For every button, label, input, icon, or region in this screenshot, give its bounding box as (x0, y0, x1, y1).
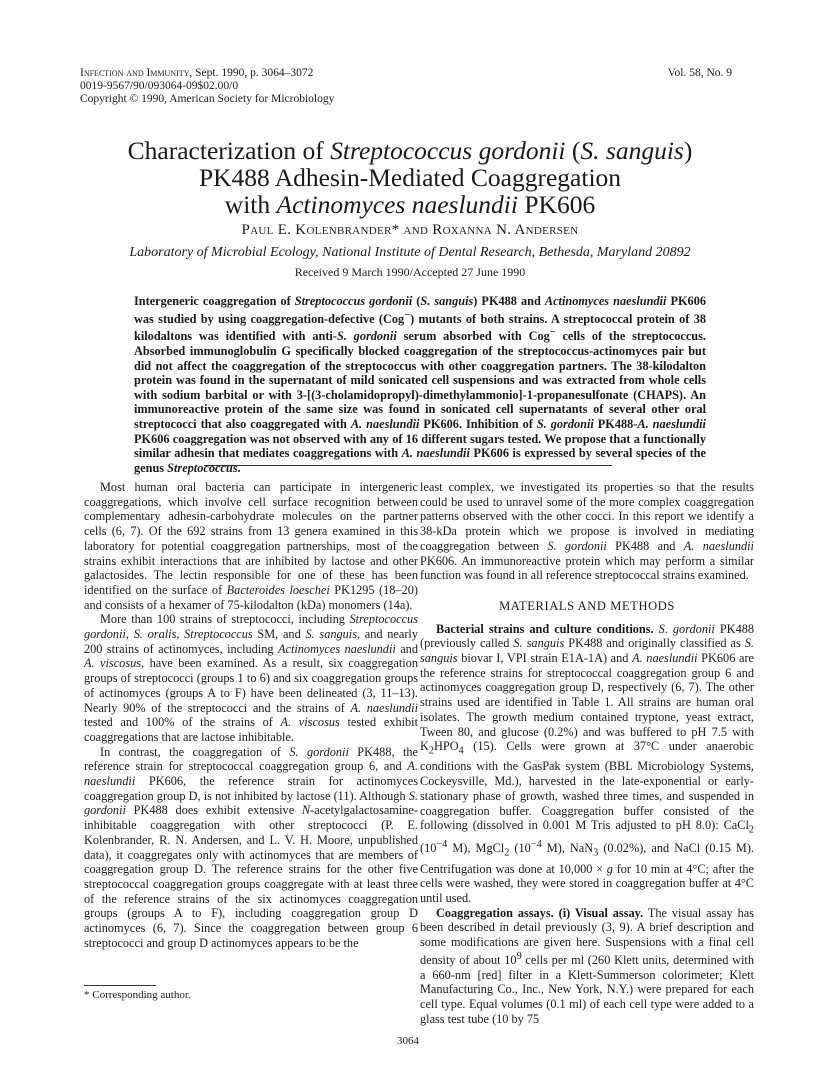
species-name: A. viscosus (84, 656, 142, 671)
species-name: A. naeslundii (84, 759, 418, 789)
title-text: PK488 Adhesin-Mediated Coaggregation (198, 163, 622, 192)
species-name: Streptococcus gordonii (84, 612, 418, 642)
species-name: A. naeslundii (632, 651, 698, 666)
abstract-species: Streptococcus gordonii (294, 294, 413, 308)
paragraph (84, 745, 418, 951)
text-run: PK488 (previously called (420, 621, 755, 651)
text-run: In contrast, the coaggregation of (100, 744, 290, 759)
abstract-species: S. sanguis (420, 294, 474, 308)
running-header (80, 67, 500, 106)
species-name: Actinomyces naeslundii (277, 641, 396, 656)
title-species: Streptococcus gordonii (330, 136, 566, 165)
species-name: S. gordonii (289, 744, 349, 759)
text-run: (0.02%), and NaCl (0.15 M). Centrifugation was done at 10,000 × (420, 841, 755, 876)
corresponding-author-footnote: * Corresponding author. (84, 989, 191, 1001)
abstract-text: . (237, 460, 241, 475)
text-run: biovar I, VPI strain E1A-1A) and (457, 651, 633, 666)
journal-citation (80, 67, 500, 80)
text-run: HPO (434, 739, 459, 754)
text-run: PK606 are the reference strains for streptococcal coaggregation group 6 and actinomyces coaggregation group D, respectively (6, 7). The other strains used are identified in Table 1. All strains are human oral isolates. The growth medium contained tryptone, yeast extract, Tween 80, and glucose (0.2%) and was buffered to pH 7.5 with K (420, 651, 754, 754)
run-in-heading: Coaggregation assays. (i) Visual assay. (436, 905, 644, 920)
text-run: , have been examined. As a result, six coaggregation groups of streptococci (groups 1 to 6) and six coaggregation groups of actinomyces (groups A to F) have been delineated (3, 11–13). Nearly 90% of the streptococci and the strains of (84, 656, 418, 715)
abstract-species: Streptococcus (167, 460, 238, 475)
footnote-divider (84, 985, 156, 986)
species-name: Streptococcus (184, 627, 253, 642)
abstract-text: PK606. Inhibition of (419, 416, 537, 431)
text-run: , and nearly 200 strains of actinomyces, including (84, 627, 418, 656)
text-run: PK488 and originally classified as (564, 636, 745, 651)
species-name: S. sanguis (420, 636, 754, 666)
text-run: PK606. An immunoreactive protein which may perform a similar function was found in all reference streptococcal strains examined. (420, 553, 754, 583)
text-run: (10 (509, 841, 531, 856)
paragraph (420, 622, 754, 906)
species-name: S. oralis (133, 627, 177, 642)
abstract-species: S. gordonii (536, 416, 594, 431)
abstract-species: A. naeslundii (350, 416, 420, 431)
abstract-text: ) mutants of both strains. A streptococcal protein of 38 kilodaltons was identified with anti- (134, 311, 706, 344)
species-name: S. gordonii (658, 621, 715, 636)
text-run: cells per ml (260 Klett units, determined with a 660-nm [red] filter in a Klett-Summerson colorimeter; Klett Manufacturing Co., Inc., New York, N.Y.) were prepared for each cell type. Equal volumes (0.1 ml) of each cell type were added to a glass test tube (10 by 75 (420, 952, 754, 1026)
page-number: 3064 (397, 1035, 419, 1047)
superscript: − (549, 327, 556, 339)
subscript: 4 (458, 745, 464, 757)
species-name: S. gordonii (547, 538, 607, 553)
subscript: 2 (428, 745, 435, 757)
title-text: ( (565, 136, 581, 165)
text-run: PK488 does exhibit extensive (125, 803, 302, 818)
text-run: -acetylgalactosamine-inhibitable coaggregation with other streptococci (P. E. Kolenbrander, R. N. Andersen, and L. V. H. Moore, unpublished data), it coaggregates only with actinomyces that are members of coaggregation group D. The reference strains for the other five streptococcal coaggregation groups coaggregate with at least three of the reference strains of the six actinomyces coaggregation groups (groups A to F), including coaggregation group D actinomyces (6, 7). Since the coaggregation between group 6 streptococci and group D actinomyces appears to be the (84, 803, 418, 950)
text-run: (15). Cells were grown at 37°C under anaerobic conditions with the GasPak system (BBL Microbiology Systems, Cockeysville, Md.), harvested in the late-exponential or early-stationary phase of growth, washed three times, and suspended in coaggregation buffer. Coaggregation buffer consisted of the following (dissolved in 0.001 M Tris adjusted to pH 8.0): CaCl (420, 739, 754, 833)
paragraph (420, 480, 754, 583)
title-text: Characterization of (127, 136, 331, 165)
text-run: PK1295 (18–20) and consists of a hexamer of 75-kilodalton (kDa) monomers (14a). (84, 582, 418, 612)
journal-name: Infection and Immunity (80, 67, 190, 79)
abstract-species: A. naeslundii (401, 446, 470, 461)
italic-unit: g (606, 861, 613, 876)
abstract-text: serum absorbed with Cog (396, 329, 550, 344)
text-run: SM, and (252, 627, 306, 642)
abstract-text: Intergeneric coaggregation of (134, 294, 295, 308)
text-run: for 10 min at 4°C; after the cells were washed, they were stored in coaggregation buffer at 4°C until used. (420, 861, 754, 906)
abstract-text: ) PK488 and (473, 294, 545, 308)
abstract-text: PK606 is expressed by several species of the genus (134, 446, 706, 475)
subscript: 2 (748, 824, 754, 836)
doi-line: 0019-9567/90/093064-09$02.00/0 (80, 80, 239, 92)
text-run: and (395, 641, 418, 656)
text-run: PK488, the reference strain for streptococcal coaggregation group 6, and (84, 744, 418, 774)
affiliation: Laboratory of Microbial Ecology, National Institute of Dental Research, Bethesda, Maryland 20892 (129, 245, 691, 260)
abstract-divider (204, 465, 612, 466)
text-run: Most human oral bacteria can participate in intergeneric coaggregations, which involve cell surface recognition between complementary adhesin-carbohydrate molecules on the partner cells (6, 7). Of the 692 strains from 13 genera examined in this laboratory for potential coaggregation partnerships, most of the strains exhibit interactions that are inhibited by lactose and other galactosides. The lectin responsible for one of these has been identified on the surface of (84, 480, 418, 597)
left-column (84, 480, 418, 951)
text-run: The visual assay has been described in detail previously (3, 9). A brief description and some modifications are given here. Suspensions with a final cell density of about 10 (420, 905, 754, 967)
run-in-heading: Bacterial strains and culture conditions. (436, 621, 654, 636)
text-run: , (125, 627, 134, 642)
issue-pages: , Sept. 1990, p. 3064–3072 (189, 67, 314, 79)
italic-prefix: N (301, 803, 311, 818)
paragraph (420, 906, 754, 1027)
text-run: tested exhibit coaggregations that are lactose inhibitable. (84, 715, 418, 744)
paragraph (84, 480, 418, 612)
abstract (134, 294, 706, 475)
species-name: Bacteroides loeschei (226, 582, 330, 597)
species-name: S. gordonii (84, 788, 418, 818)
text-run: least complex, we investigated its properties so that the results could be used to unravel some of the more complex coaggregation patterns observed with the other cocci. In this report we identify a 38-kDa protein which we propose is involved in mediating coaggregation between (420, 480, 754, 553)
abstract-species: S. gordonii (336, 329, 397, 344)
text-run: tested and 100% of the strains of (84, 715, 281, 730)
text-run: M), NaN (541, 841, 594, 856)
species-name: A. naeslundii (350, 700, 418, 715)
superscript: −4 (436, 839, 448, 851)
superscript: 9 (516, 950, 522, 962)
text-run: M), MgCl (447, 841, 505, 856)
title-text: ) (683, 136, 693, 165)
superscript: −4 (530, 839, 542, 851)
species-name: S. sanguis (513, 636, 565, 651)
abstract-text: PK488- (593, 416, 638, 431)
received-dates: Received 9 March 1990/Accepted 27 June 1990 (294, 265, 526, 279)
article-title (60, 137, 760, 218)
abstract-species: A. naeslundii (637, 416, 706, 431)
abstract-text: PK606 coaggregation was not observed with any of 16 different sugars tested. We propose that a functionally similar adhesin that mediates coaggregations with (134, 431, 706, 461)
copyright-line: Copyright © 1990, American Society for Microbiology (80, 93, 335, 105)
species-name: A. naeslundii (683, 538, 754, 553)
title-species: S. sanguis (580, 136, 684, 165)
title-text: PK606 (517, 190, 596, 219)
abstract-text: PK606 was studied by using coaggregation-defective (Cog (134, 294, 706, 326)
species-name: A. viscosus (280, 715, 340, 730)
text-run: More than 100 strains of streptococci, including (100, 612, 350, 627)
text-run: PK488 and (606, 538, 684, 553)
abstract-species: Actinomyces naeslundii (544, 294, 667, 308)
right-column (420, 480, 754, 1026)
subscript: 2 (504, 847, 510, 859)
title-species: Actinomyces naeslundii (276, 190, 518, 219)
authors: Paul E. Kolenbrander* and Roxanna N. Andersen (241, 222, 579, 238)
text-run: (10 (420, 841, 437, 856)
subscript: 3 (593, 847, 599, 859)
superscript: − (404, 309, 411, 321)
section-heading: MATERIALS AND METHODS (499, 598, 675, 613)
title-text: with (224, 190, 277, 219)
volume-label: Vol. 58, No. 9 (667, 67, 732, 79)
text-run: PK606, the reference strain for actinomyces coaggregation group D, is not inhibited by lactose (11). Although (84, 774, 418, 803)
species-name: S. sanguis (305, 627, 357, 642)
text-run: , (176, 627, 185, 642)
abstract-text: cells of the streptococcus. Absorbed immunoglobulin G specifically blocked coaggregation of the streptococcus-actinomyces pair but did not affect the coaggregation of the streptococcus with other coaggregation partners. The 38-kilodalton protein was found in the supernatant of mild sonicated cell suspensions and was extracted from whole cells with sodium barbital or with 3-[(3-cholamidopropyl)-dimethylammonio]-1-propanesulfonate (CHAPS). An immunoreactive protein of the same size was found in sonicated cell supernatants of several other oral streptococci that also coaggregated with (134, 329, 706, 431)
abstract-text: ( (412, 294, 421, 308)
paragraph (84, 612, 418, 744)
